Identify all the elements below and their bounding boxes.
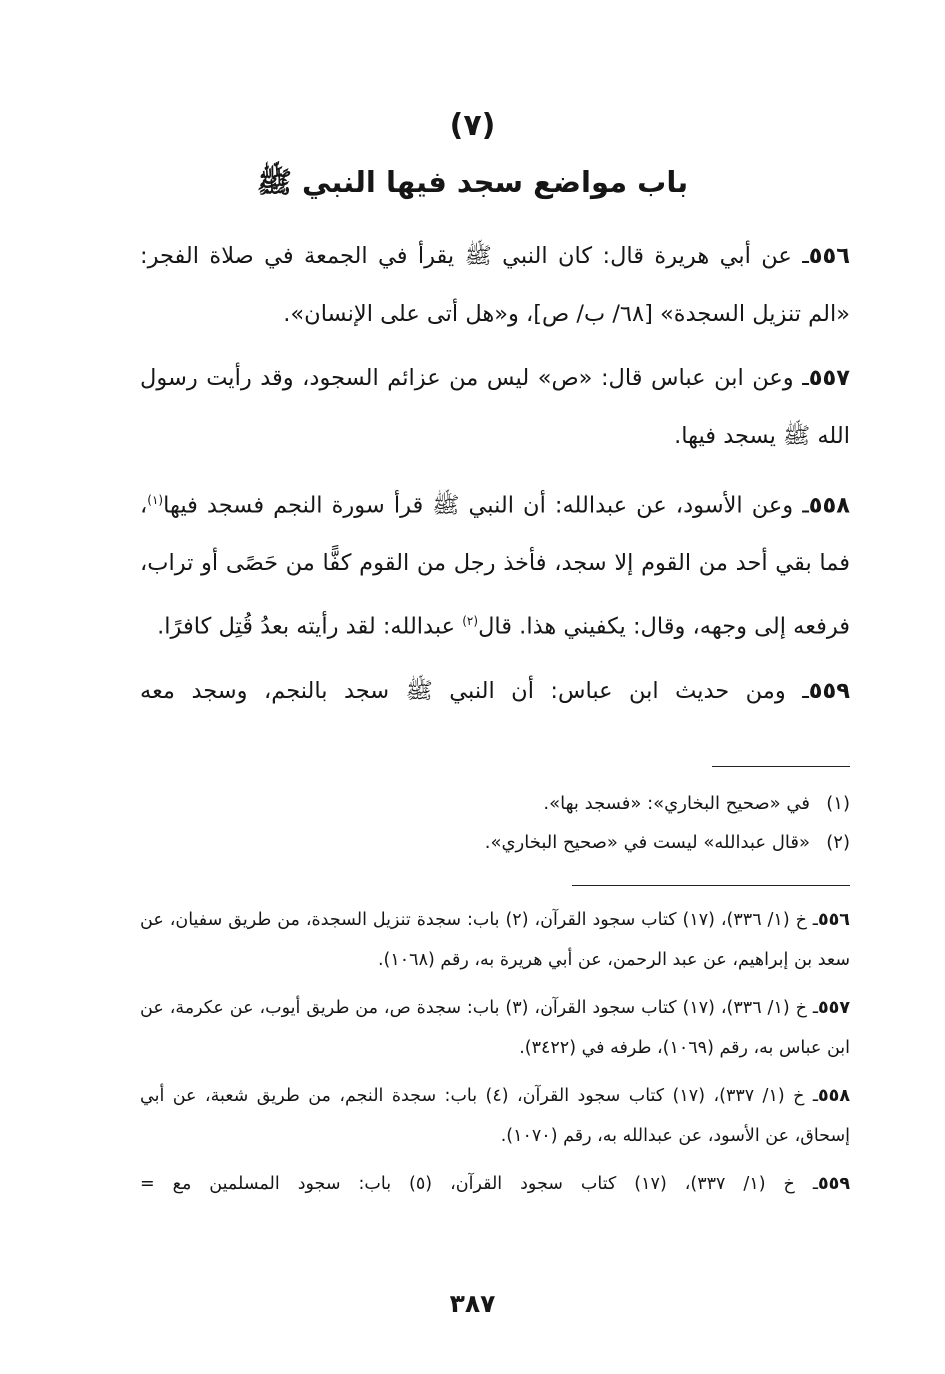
footnote-marker: (١) xyxy=(147,493,164,507)
hadith-number: ٥٥٨ xyxy=(808,492,850,519)
hadith-number: ٥٥٧ xyxy=(808,365,850,391)
footnote-marker: (٢) xyxy=(462,613,479,628)
hadith-body: ـ ومن حديث ابن عباس: أن النبي ﷺ سجد بالنجم، وسجد معه xyxy=(140,677,809,704)
takhrij-text: ـ خ (١/ ٣٣٧)، (١٧) كتاب سجود القرآن، (٥) باب: سجود المسلمين مع = xyxy=(140,1174,818,1194)
footnote-item xyxy=(140,786,850,822)
hadith-557 xyxy=(140,350,850,465)
takhrij-text: ـ خ (١/ ٣٣٦)، (١٧) كتاب سجود القرآن، (٣) باب: سجدة ص، من طريق أيوب، عن عكرمة، عن ابن عباس به، رقم (١٠٦٩)، طرفه في (٣٤٢٢). xyxy=(140,998,850,1058)
takhrij-number: ٥٥٩ xyxy=(817,1174,850,1194)
hadith-body: ـ وعن الأسود، عن عبدالله: أن النبي ﷺ قرأ سورة النجم فسجد فيها xyxy=(163,492,809,519)
hadith-number: ٥٥٩ xyxy=(808,677,850,704)
takhrij-number: ٥٥٨ xyxy=(817,1086,851,1106)
page-number: ٣٨٧ xyxy=(449,1289,496,1318)
chapter-number: (٧) xyxy=(449,108,496,143)
footnote-text: في «صحيح البخاري»: «فسجد بها». xyxy=(543,793,810,814)
takhrij-item xyxy=(140,900,850,980)
hadith-text-block xyxy=(140,228,850,727)
takhrij-divider xyxy=(572,885,850,886)
hadith-body: ـ وعن ابن عباس قال: «ص» ليس من عزائم السجود، وقد رأيت رسول الله ﷺ يسجد فيها. xyxy=(140,365,850,449)
footnote-item xyxy=(140,825,850,861)
footnote-text: «قال عبدالله» ليست في «صحيح البخاري». xyxy=(484,832,810,853)
takhrij-number: ٥٥٦ xyxy=(817,910,850,930)
takhrij-notes xyxy=(140,900,850,1212)
footnote-number: (١) xyxy=(826,793,850,814)
takhrij-number: ٥٥٧ xyxy=(817,998,851,1018)
hadith-559 xyxy=(140,663,850,721)
takhrij-item xyxy=(140,988,850,1068)
footnote-number: (٢) xyxy=(826,832,850,853)
hadith-body: ـ عن أبي هريرة قال: كان النبي ﷺ يقرأ في الجمعة في صلاة الفجر: «الم تنزيل السجدة» [٦٨/ ب/ ص]، و«هل أتى على الإنسان». xyxy=(140,243,850,327)
hadith-body: عبدالله: لقد رأيته بعدُ قُتِل كافرًا. xyxy=(157,613,463,639)
footnotes xyxy=(140,786,850,864)
hadith-body: ، فما بقي أحد من القوم إلا سجد، فأخذ رجل من القوم كفًّا من حَصًى أو تراب، فرفعه إلى وجهه، وقال: يكفيني هذا. قال xyxy=(140,492,850,639)
takhrij-text: ـ خ (١/ ٣٣٧)، (١٧) كتاب سجود القرآن، (٤) باب: سجدة النجم، من طريق شعبة، عن أبي إسحاق، عن الأسود، عن عبدالله به، رقم (١٠٧٠). xyxy=(140,1086,850,1146)
hadith-556 xyxy=(140,228,850,343)
hadith-number: ٥٥٦ xyxy=(808,243,850,269)
takhrij-item xyxy=(140,1076,850,1156)
chapter-title: باب مواضع سجد فيها النبي ﷺ xyxy=(256,165,689,199)
hadith-558 xyxy=(140,472,850,656)
footnote-divider xyxy=(712,766,850,767)
takhrij-item xyxy=(140,1164,850,1204)
takhrij-text: ـ خ (١/ ٣٣٦)، (١٧) كتاب سجود القرآن، (٢) باب: سجدة تنزيل السجدة، من طريق سفيان، عن سعد بن إبراهيم، عن عبد الرحمن، عن أبي هريرة به، رقم (١٠٦٨). xyxy=(140,910,850,970)
